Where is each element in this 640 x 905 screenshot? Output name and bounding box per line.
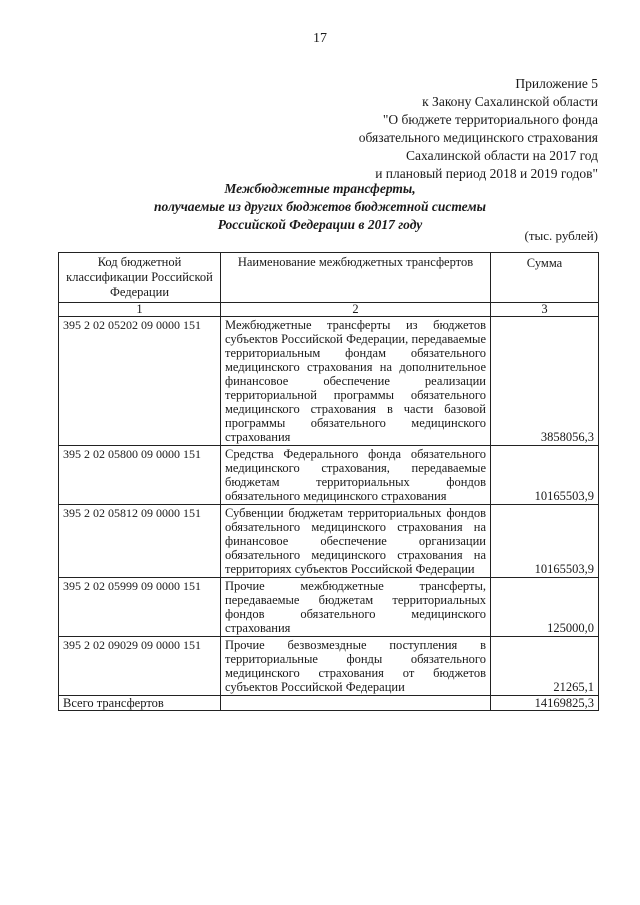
transfer-sum: 10165503,9 <box>491 446 599 505</box>
total-row <box>59 696 599 711</box>
header-name: Наименование межбюджетных трансфертов <box>221 253 491 303</box>
table-row <box>59 446 599 505</box>
table-row <box>59 317 599 446</box>
table-row <box>59 578 599 637</box>
total-label: Всего трансфертов <box>59 696 221 711</box>
transfer-name: Межбюджетные трансферты из бюджетов субъектов Российской Федерации, передаваемые территориальным фондам обязательного медицинского страхования на дополнительное финансовое обеспечение реализации территориальной программы обязательного медицинского страхования в части базовой программы обязательного медицинского страхования <box>221 317 491 446</box>
column-number: 2 <box>221 303 491 317</box>
total-sum: 14169825,3 <box>491 696 599 711</box>
transfer-sum: 125000,0 <box>491 578 599 637</box>
transfer-sum: 21265,1 <box>491 637 599 696</box>
appendix-reference <box>359 75 598 183</box>
document-title <box>0 180 640 234</box>
transfer-name: Субвенции бюджетам территориальных фондов обязательного медицинского страхования на финансовое обеспечение организации обязательного медицинского страхования на территориях субъектов Российской Федерации <box>221 505 491 578</box>
column-number-row <box>59 303 599 317</box>
appendix-line: обязательного медицинского страхования <box>358 130 598 145</box>
column-number: 3 <box>491 303 599 317</box>
title-line: получаемые из других бюджетов бюджетной системы <box>154 199 486 214</box>
transfer-name: Прочие межбюджетные трансферты, передаваемые бюджетам территориальных фондов обязательного медицинского страхования <box>221 578 491 637</box>
transfer-sum: 10165503,9 <box>491 505 599 578</box>
appendix-line: Сахалинской области на 2017 год <box>406 148 598 163</box>
budget-code: 395 2 02 05202 09 0000 151 <box>59 317 221 446</box>
transfer-name: Средства Федерального фонда обязательного медицинского страхования, передаваемые бюджетам территориальных фондов обязательного медицинского страхования <box>221 446 491 505</box>
appendix-line: Приложение 5 <box>515 76 598 91</box>
title-line: Российской Федерации в 2017 году <box>217 217 423 232</box>
appendix-line: к Закону Сахалинской области <box>422 94 598 109</box>
transfer-name: Прочие безвозмездные поступления в территориальные фонды обязательного медицинского страхования от бюджетов субъектов Российской Федерации <box>221 637 491 696</box>
transfer-sum: 3858056,3 <box>491 317 599 446</box>
budget-code: 395 2 02 05800 09 0000 151 <box>59 446 221 505</box>
header-sum: Сумма <box>491 253 599 303</box>
title-line: Межбюджетные трансферты, <box>224 181 416 196</box>
appendix-line: "О бюджете территориального фонда <box>382 112 598 127</box>
page-number: 17 <box>313 31 327 46</box>
budget-code: 395 2 02 09029 09 0000 151 <box>59 637 221 696</box>
units-label: (тыс. рублей) <box>524 228 598 243</box>
column-number: 1 <box>59 303 221 317</box>
transfers-table <box>58 252 599 711</box>
table-header-row <box>59 253 599 303</box>
table-row <box>59 505 599 578</box>
budget-code: 395 2 02 05999 09 0000 151 <box>59 578 221 637</box>
appendix-line: и плановый период 2018 и 2019 годов" <box>375 166 598 181</box>
budget-code: 395 2 02 05812 09 0000 151 <box>59 505 221 578</box>
header-code: Код бюджетной классификации Российской Федерации <box>59 253 221 303</box>
total-empty-cell <box>221 696 491 711</box>
table-row <box>59 637 599 696</box>
